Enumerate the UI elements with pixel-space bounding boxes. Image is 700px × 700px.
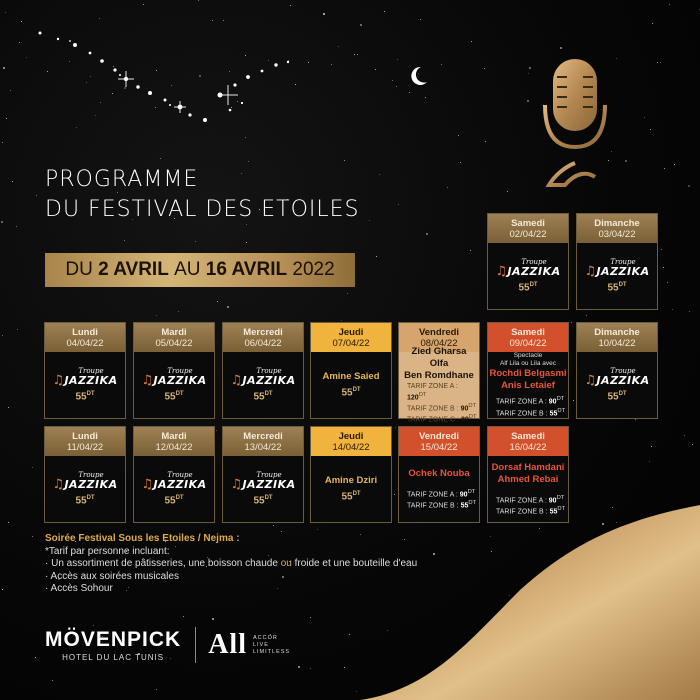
price-currency: DT <box>264 495 273 502</box>
day-name: Mercredi <box>243 430 283 442</box>
tarif-currency: DT <box>557 506 566 512</box>
jazzika-name <box>230 477 296 493</box>
tarif-value: 80 <box>460 416 469 424</box>
jazzika-logo <box>230 471 296 493</box>
tarif-row <box>496 494 564 505</box>
day-header <box>311 427 391 456</box>
day-body <box>311 352 391 418</box>
price-currency: DT <box>529 282 538 289</box>
day-header <box>45 323 125 352</box>
artist-name: Ochek Nouba <box>408 467 470 479</box>
microphone-icon <box>535 55 615 195</box>
jazzika-text: JAZZIKA <box>64 374 118 388</box>
day-card <box>398 426 480 523</box>
day-card <box>310 322 392 419</box>
artist-name: Anis Letaief <box>501 380 555 392</box>
day-date: 06/04/22 <box>244 337 282 349</box>
price-value: 55 <box>75 495 87 507</box>
day-card <box>222 322 304 419</box>
day-date: 07/04/22 <box>332 337 370 349</box>
day-body <box>399 345 479 424</box>
title-line-2: DU FESTIVAL DES ETOILES <box>45 197 360 222</box>
day-body <box>134 352 214 418</box>
tarif-label: TARIF ZONE C : <box>407 416 459 424</box>
day-header <box>223 427 303 456</box>
movenpick-logo <box>45 628 181 662</box>
price-value: 55 <box>607 282 619 294</box>
jazzika-troupe: Troupe <box>167 471 193 480</box>
tarif-value: 55 <box>460 502 469 510</box>
price-currency: DT <box>175 495 184 502</box>
spectacle-label: Spectacle <box>513 352 543 360</box>
jazzika-name <box>141 373 207 389</box>
tarif-value: 55 <box>549 409 558 417</box>
music-note-icon: ♫ <box>141 477 154 493</box>
date-au: AU <box>174 259 201 280</box>
day-card <box>576 213 658 310</box>
jazzika-logo <box>230 367 296 389</box>
music-note-icon: ♫ <box>52 373 65 389</box>
day-card <box>133 322 215 419</box>
jazzika-troupe: Troupe <box>610 367 636 376</box>
day-date: 15/04/22 <box>420 441 458 453</box>
price-value: 55 <box>253 495 265 507</box>
day-name: Samedi <box>511 430 545 442</box>
artist-name: Rochdi Belgasmi <box>489 368 567 380</box>
day-card <box>487 426 569 523</box>
jazzika-troupe: Troupe <box>521 258 547 267</box>
day-name: Vendredi <box>418 430 460 442</box>
price-currency: DT <box>618 282 627 289</box>
price-currency: DT <box>175 391 184 398</box>
tarif-row <box>407 499 476 510</box>
info-item-1-or: ou <box>280 558 292 569</box>
day-body <box>311 456 391 522</box>
info-block <box>45 533 417 596</box>
day-card <box>310 426 392 523</box>
date-end: 16 AVRIL <box>205 259 288 280</box>
brand-sub: HOTEL DU LAC TUNIS <box>62 653 165 662</box>
price-value: 55 <box>164 495 176 507</box>
artist-name: Amine Dziri <box>324 475 378 487</box>
info-item-3: · Accès Sohour <box>45 583 113 594</box>
day-name: Lundi <box>72 430 98 442</box>
day-name: Lundi <box>72 326 98 338</box>
price-label <box>75 391 94 402</box>
day-date: 14/04/22 <box>332 441 370 453</box>
day-header <box>311 323 391 352</box>
date-du: DU <box>65 259 93 280</box>
tarif-label: TARIF ZONE B : <box>496 409 548 417</box>
price-value: 55 <box>164 391 176 403</box>
jazzika-text: JAZZIKA <box>596 265 650 279</box>
day-name: Dimanche <box>594 326 640 338</box>
jazzika-text: JAZZIKA <box>153 374 207 388</box>
day-date: 09/04/22 <box>509 337 547 349</box>
day-header <box>399 427 479 456</box>
day-header <box>488 214 568 243</box>
day-name: Samedi <box>511 326 545 338</box>
tarif-row <box>407 402 476 413</box>
brand-name: MÖVENPICK <box>45 628 182 651</box>
day-body <box>577 352 657 418</box>
jazzika-text: JAZZIKA <box>596 374 650 388</box>
artist-name: Amine Saied <box>322 371 380 383</box>
moon-icon <box>410 66 428 86</box>
jazzika-text: JAZZIKA <box>242 478 296 492</box>
artist-name: Ben Romdhane <box>404 369 474 381</box>
day-date: 12/04/22 <box>155 441 193 453</box>
jazzika-troupe: Troupe <box>78 367 104 376</box>
day-date: 02/04/22 <box>509 228 547 240</box>
day-name: Vendredi <box>418 326 460 338</box>
music-note-icon: ♫ <box>141 373 154 389</box>
jazzika-name <box>52 477 118 493</box>
accor-text <box>253 635 290 656</box>
jazzika-text: JAZZIKA <box>242 374 296 388</box>
price-currency: DT <box>618 391 627 398</box>
jazzika-troupe: Troupe <box>256 367 282 376</box>
price-label <box>253 391 272 402</box>
jazzika-text: JAZZIKA <box>153 478 207 492</box>
jazzika-text: JAZZIKA <box>64 478 118 492</box>
day-card <box>44 426 126 523</box>
music-note-icon: ♫ <box>230 477 243 493</box>
tarif-value: 90 <box>460 405 469 413</box>
price-currency: DT <box>86 391 95 398</box>
day-name: Mardi <box>161 430 187 442</box>
date-year: 2022 <box>292 259 335 280</box>
price-currency: DT <box>352 387 361 394</box>
day-card <box>576 322 658 419</box>
day-body <box>399 456 479 522</box>
day-card <box>222 426 304 523</box>
day-card <box>398 322 480 424</box>
price-value: 55 <box>75 391 87 403</box>
price-label <box>341 491 360 502</box>
artist-name: Olfa <box>429 357 449 369</box>
artist-name: Ahmed Rebai <box>497 473 559 485</box>
tarif-value: 90 <box>548 398 557 406</box>
jazzika-name <box>584 373 650 389</box>
day-card <box>133 426 215 523</box>
tarif-label: TARIF ZONE A : <box>496 497 547 504</box>
info-item-1-a: · Un assortiment de pâtisseries, une boisson chaude <box>45 558 281 569</box>
price-value: 55 <box>341 387 353 399</box>
day-body <box>223 352 303 418</box>
accor-line-1: ACCOR <box>252 634 278 641</box>
day-header <box>488 427 568 456</box>
tarif-currency: DT <box>468 402 477 409</box>
jazzika-logo <box>141 367 207 389</box>
music-note-icon: ♫ <box>52 477 65 493</box>
jazzika-troupe: Troupe <box>610 258 636 267</box>
tarif-row <box>496 407 565 418</box>
day-name: Mercredi <box>243 326 283 338</box>
jazzika-logo <box>52 471 118 493</box>
tarif-value: 120 <box>407 393 419 401</box>
day-header <box>488 323 568 352</box>
tarif-row <box>496 395 564 406</box>
brand-divider <box>195 627 196 663</box>
jazzika-troupe: Troupe <box>78 471 104 480</box>
day-name: Dimanche <box>594 217 640 229</box>
jazzika-name <box>230 373 296 389</box>
tarif-currency: DT <box>467 488 476 495</box>
jazzika-name <box>141 477 207 493</box>
music-note-icon: ♫ <box>584 264 597 280</box>
tarif-currency: DT <box>468 414 477 421</box>
tarif-row <box>407 488 475 499</box>
info-item-1 <box>45 558 417 571</box>
music-note-icon: ♫ <box>495 264 508 280</box>
tarif-row <box>496 505 565 516</box>
jazzika-logo <box>52 367 118 389</box>
day-body <box>223 456 303 522</box>
day-body <box>577 243 657 309</box>
day-name: Samedi <box>511 217 545 229</box>
price-value: 55 <box>341 491 353 503</box>
day-body <box>488 352 568 418</box>
jazzika-logo <box>584 367 650 389</box>
day-date: 11/04/22 <box>66 441 104 453</box>
jazzika-troupe: Troupe <box>256 471 282 480</box>
all-logo: All <box>208 629 247 660</box>
day-date: 10/04/22 <box>598 337 636 349</box>
price-value: 55 <box>253 391 265 403</box>
tarif-currency: DT <box>468 500 477 506</box>
price-currency: DT <box>86 495 95 502</box>
date-banner <box>45 253 355 287</box>
day-name: Jeudi <box>338 326 364 338</box>
day-card <box>487 322 569 419</box>
tarif-currency: DT <box>418 391 427 398</box>
jazzika-logo <box>584 258 650 280</box>
tarif-currency: DT <box>556 494 565 501</box>
tarif-currency: DT <box>557 407 566 414</box>
jazzika-logo <box>141 471 207 493</box>
tarif-label: TARIF ZONE A : <box>407 491 458 498</box>
day-card <box>44 322 126 419</box>
price-label <box>607 391 626 402</box>
day-date: 16/04/22 <box>509 441 547 453</box>
day-body <box>45 352 125 418</box>
day-body <box>45 456 125 522</box>
day-date: 05/04/22 <box>155 337 193 349</box>
day-date: 08/04/22 <box>420 337 458 349</box>
price-label <box>341 387 360 398</box>
artist-name: Dorsaf Hamdani <box>491 461 565 473</box>
date-start: 2 AVRIL <box>98 259 169 280</box>
day-header <box>134 323 214 352</box>
price-label <box>253 495 272 506</box>
day-header <box>45 427 125 456</box>
title-line-1: PROGRAMME <box>45 167 199 192</box>
spectacle-note: Alf Lila ou Lila avec <box>499 360 556 368</box>
day-body <box>134 456 214 522</box>
price-currency: DT <box>264 391 273 398</box>
day-header <box>223 323 303 352</box>
tarif-label: TARIF ZONE B : <box>407 405 459 413</box>
price-currency: DT <box>352 491 361 498</box>
price-value: 55 <box>607 391 619 403</box>
day-date: 13/04/22 <box>244 441 282 453</box>
day-name: Mardi <box>161 326 187 338</box>
jazzika-troupe: Troupe <box>167 367 193 376</box>
jazzika-name <box>495 264 561 280</box>
day-date: 04/04/22 <box>66 337 104 349</box>
music-note-icon: ♫ <box>230 373 243 389</box>
day-name: Jeudi <box>338 430 364 442</box>
jazzika-text: JAZZIKA <box>507 265 561 279</box>
tarif-label: TARIF ZONE A : <box>496 398 547 406</box>
tarif-label: TARIF ZONE B : <box>496 508 548 516</box>
shooting-star-icon <box>30 25 300 145</box>
tarif-row <box>407 382 479 402</box>
day-body <box>488 456 568 522</box>
jazzika-name <box>584 264 650 280</box>
price-label <box>164 495 183 506</box>
jazzika-logo <box>495 258 561 280</box>
day-date: 03/04/22 <box>598 228 636 240</box>
info-intro: *Tarif par personne incluant: <box>45 545 170 557</box>
tarif-currency: DT <box>556 396 565 403</box>
price-label <box>607 282 626 293</box>
jazzika-name <box>52 373 118 389</box>
price-value: 55 <box>518 282 530 294</box>
info-heading: Soirée Festival Sous les Etoiles / Nejma : <box>45 533 240 544</box>
price-label <box>164 391 183 402</box>
tarif-value: 90 <box>548 497 557 504</box>
page-title <box>45 165 360 225</box>
info-item-2: · Accès aux soirées musicales <box>45 570 179 582</box>
day-header <box>577 323 657 352</box>
music-note-icon: ♫ <box>584 373 597 389</box>
price-label <box>75 495 94 506</box>
tarif-value: 90 <box>459 491 468 498</box>
day-header <box>577 214 657 243</box>
tarif-row <box>407 413 477 424</box>
day-body <box>488 243 568 309</box>
tarif-label: TARIF ZONE A : <box>407 382 458 390</box>
day-card <box>487 213 569 310</box>
accor-line-2: LIVE <box>252 641 269 648</box>
tarif-label: TARIF ZONE B : <box>407 502 459 510</box>
price-label <box>518 282 537 293</box>
accor-line-3: LIMITLESS <box>252 648 291 655</box>
tarif-value: 55 <box>549 508 558 516</box>
day-header <box>134 427 214 456</box>
artist-name: Zied Gharsa <box>411 345 467 357</box>
brand-footer <box>45 627 290 663</box>
info-item-1-b: froide et une bouteille d'eau <box>291 558 418 569</box>
